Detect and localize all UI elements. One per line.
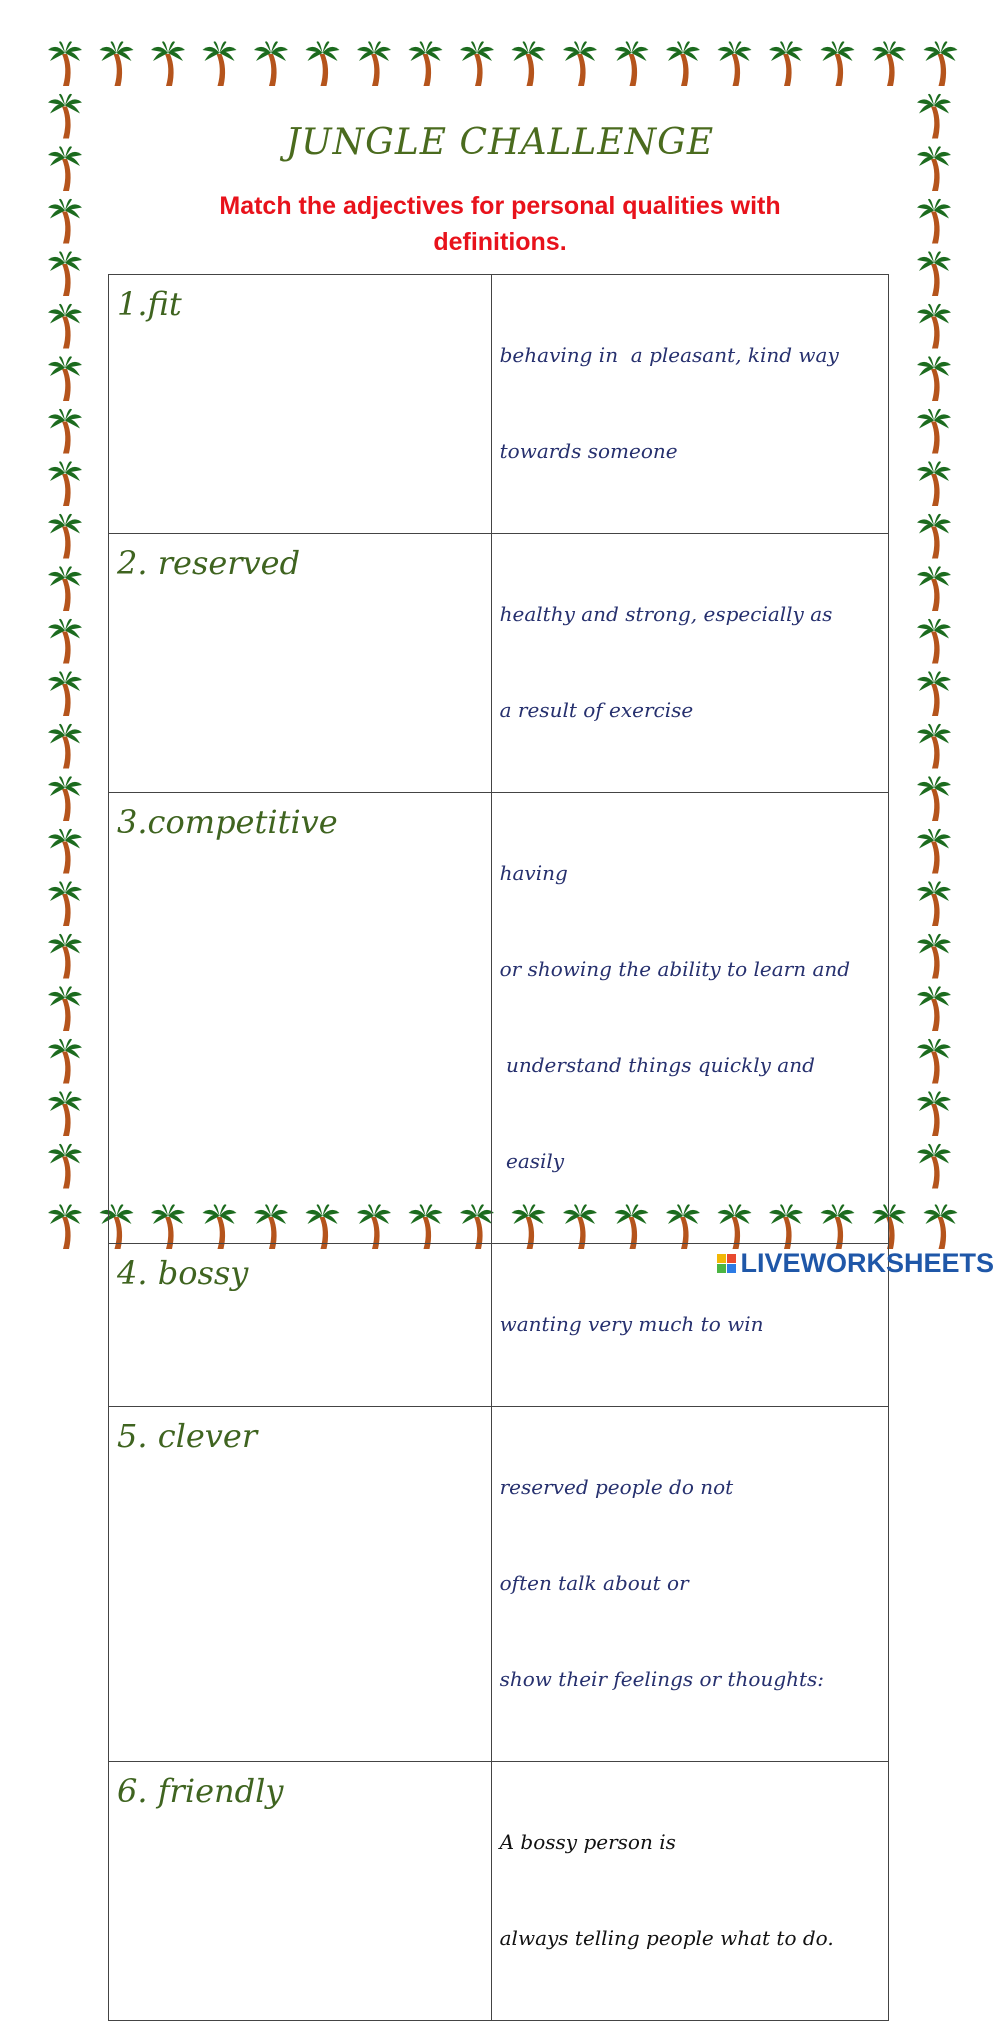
table-row	[109, 1762, 889, 2021]
definition-cell	[491, 1762, 888, 2021]
palm-tree-icon	[357, 41, 391, 86]
palm-tree-icon	[917, 829, 951, 874]
adjective-word: 5. clever	[117, 1417, 258, 1455]
liveworksheets-logo	[717, 1248, 994, 1279]
palm-tree-icon	[48, 934, 82, 979]
matching-table	[108, 274, 889, 2021]
palm-tree-icon	[48, 619, 82, 664]
palm-tree-icon	[917, 671, 951, 716]
palm-tree-icon	[460, 41, 494, 86]
word-cell	[109, 1244, 492, 1407]
palm-tree-icon	[203, 41, 237, 86]
palm-tree-icon	[306, 41, 340, 86]
palm-tree-icon	[917, 304, 951, 349]
word-cell	[109, 1407, 492, 1762]
palm-tree-icon	[615, 41, 649, 86]
adjective-word: 1.fit	[117, 285, 182, 323]
palm-tree-icon	[917, 1039, 951, 1084]
word-cell	[109, 793, 492, 1244]
palm-tree-icon	[48, 829, 82, 874]
page-title: JUNGLE CHALLENGE	[285, 122, 715, 163]
definition-text: behaving in a pleasant, kind way towards someone	[499, 343, 839, 463]
palm-tree-icon	[917, 724, 951, 769]
word-cell	[109, 275, 492, 534]
palm-tree-icon	[254, 41, 288, 86]
palm-tree-icon	[48, 1039, 82, 1084]
adjective-word: 3.competitive	[117, 803, 338, 841]
palm-tree-icon	[563, 41, 597, 86]
palm-tree-icon	[48, 724, 82, 769]
definition-cell	[491, 1407, 888, 1762]
palm-tree-icon	[48, 514, 82, 559]
table-row	[109, 534, 889, 793]
palm-tree-icon	[48, 356, 82, 401]
table-row	[109, 1407, 889, 1762]
definition-text: A bossy person is always telling people what to do.	[499, 1830, 834, 1950]
palm-tree-icon	[48, 1144, 82, 1189]
palm-tree-icon	[821, 41, 855, 86]
palm-tree-icon	[151, 41, 185, 86]
palm-tree-icon	[917, 619, 951, 664]
definition-text: reserved people do not often talk about or show their feelings or thoughts:	[499, 1475, 825, 1691]
palm-tree-icon	[924, 41, 958, 86]
palm-tree-icon	[666, 41, 700, 86]
adjective-word: 4. bossy	[117, 1254, 249, 1292]
palm-tree-icon	[917, 986, 951, 1031]
palm-tree-icon	[48, 1204, 82, 1249]
palm-tree-icon	[48, 199, 82, 244]
instruction-text: Match the adjectives for personal qualities with definitions.	[219, 192, 781, 256]
palm-tree-icon	[48, 409, 82, 454]
palm-tree-icon	[917, 251, 951, 296]
palm-tree-icon	[917, 1144, 951, 1189]
palm-tree-icon	[917, 199, 951, 244]
palm-tree-icon	[917, 776, 951, 821]
adjective-word: 6. friendly	[117, 1772, 284, 1810]
palm-tree-icon	[917, 934, 951, 979]
palm-tree-icon	[48, 461, 82, 506]
palm-tree-icon	[48, 41, 82, 86]
word-cell	[109, 534, 492, 793]
definition-cell	[491, 534, 888, 793]
logo-blocks-icon	[717, 1254, 736, 1273]
palm-tree-icon	[917, 409, 951, 454]
palm-tree-icon	[48, 881, 82, 926]
palm-tree-icon	[409, 41, 443, 86]
palm-tree-icon	[872, 41, 906, 86]
palm-tree-icon	[48, 251, 82, 296]
palm-tree-icon	[917, 461, 951, 506]
definition-cell	[491, 793, 888, 1244]
palm-tree-icon	[48, 304, 82, 349]
definition-text: healthy and strong, especially as a result of exercise	[499, 602, 833, 722]
palm-tree-icon	[48, 776, 82, 821]
adjective-word: 2. reserved	[117, 544, 301, 582]
table-row	[109, 793, 889, 1244]
word-cell	[109, 1762, 492, 2021]
palm-tree-icon	[917, 881, 951, 926]
definition-cell	[491, 275, 888, 534]
palm-tree-icon	[718, 41, 752, 86]
definition-text: having or showing the ability to learn and understand things quickly and easily	[499, 861, 851, 1173]
palm-tree-icon	[48, 986, 82, 1031]
palm-tree-icon	[917, 1091, 951, 1136]
palm-tree-icon	[917, 356, 951, 401]
palm-tree-icon	[917, 514, 951, 559]
logo-text: LIVEWORKSHEETS	[740, 1248, 994, 1278]
palm-tree-icon	[512, 41, 546, 86]
definition-text: wanting very much to win	[499, 1312, 764, 1336]
palm-tree-icon	[917, 566, 951, 611]
palm-tree-icon	[100, 41, 134, 86]
palm-tree-icon	[48, 671, 82, 716]
palm-tree-icon	[48, 566, 82, 611]
palm-tree-icon	[48, 1091, 82, 1136]
palm-tree-icon	[769, 41, 803, 86]
table-row	[109, 275, 889, 534]
palm-tree-icon	[924, 1204, 958, 1249]
